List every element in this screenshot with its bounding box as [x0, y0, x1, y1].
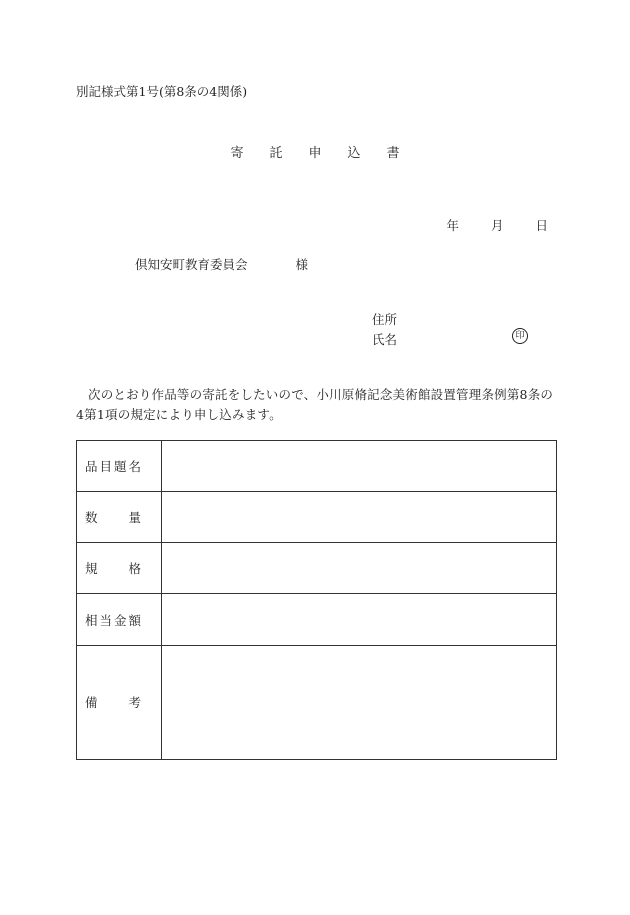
addressee-honorific: 様: [295, 257, 309, 272]
label-char: 題: [113, 459, 127, 475]
value-cell-remarks[interactable]: [162, 645, 557, 759]
label-char: 相: [85, 612, 98, 628]
row-label-remarks: [77, 645, 162, 759]
date-line: [418, 216, 548, 234]
address-label: 住所: [372, 312, 398, 327]
label-char: 考: [128, 695, 141, 711]
seal-mark: 印: [512, 328, 528, 344]
label-char: 額: [128, 612, 141, 628]
title-char: 寄: [230, 146, 244, 161]
value-cell-specification[interactable]: [162, 543, 557, 594]
label-char: 格: [128, 561, 141, 577]
value-cell-item-title[interactable]: [162, 441, 557, 492]
body-text: 次のとおり作品等の寄託をしたいので、小川原脩記念美術館設置管理条例第8条の4第1項の規定により申し込みます。: [76, 387, 554, 422]
value-cell-quantity[interactable]: [162, 492, 557, 543]
addressee: [135, 255, 308, 273]
label-char: 数: [85, 510, 98, 526]
row-label-item-title: [77, 441, 162, 492]
date-day: 日: [535, 218, 548, 233]
label-char: 当: [99, 612, 112, 628]
addressee-name: 倶知安町教育委員会: [135, 257, 248, 272]
row-label-amount: [77, 594, 162, 645]
row-label-specification: [77, 543, 162, 594]
name-label: 氏名: [372, 332, 398, 347]
label-char: 量: [128, 510, 141, 526]
form-number: 別記様式第1号(第8条の4関係): [76, 84, 248, 99]
label-char: 品: [85, 459, 98, 475]
title-char: 込: [347, 146, 361, 161]
date-month: 月: [490, 218, 504, 233]
document-title: [0, 142, 630, 161]
label-char: 備: [85, 695, 98, 711]
label-char: 名: [128, 459, 141, 475]
table-row: [77, 594, 557, 645]
table-row: [77, 543, 557, 594]
title-char: 申: [308, 146, 322, 161]
label-char: 目: [99, 459, 112, 475]
application-table: [76, 440, 557, 760]
label-char: 金: [113, 612, 127, 628]
date-year: 年: [446, 218, 459, 233]
table-row: [77, 441, 557, 492]
label-char: 規: [85, 561, 98, 577]
value-cell-amount[interactable]: [162, 594, 557, 645]
title-char: 託: [269, 146, 283, 161]
table-row: [77, 645, 557, 759]
row-label-quantity: [77, 492, 162, 543]
title-char: 書: [386, 146, 400, 161]
table-row: [77, 492, 557, 543]
